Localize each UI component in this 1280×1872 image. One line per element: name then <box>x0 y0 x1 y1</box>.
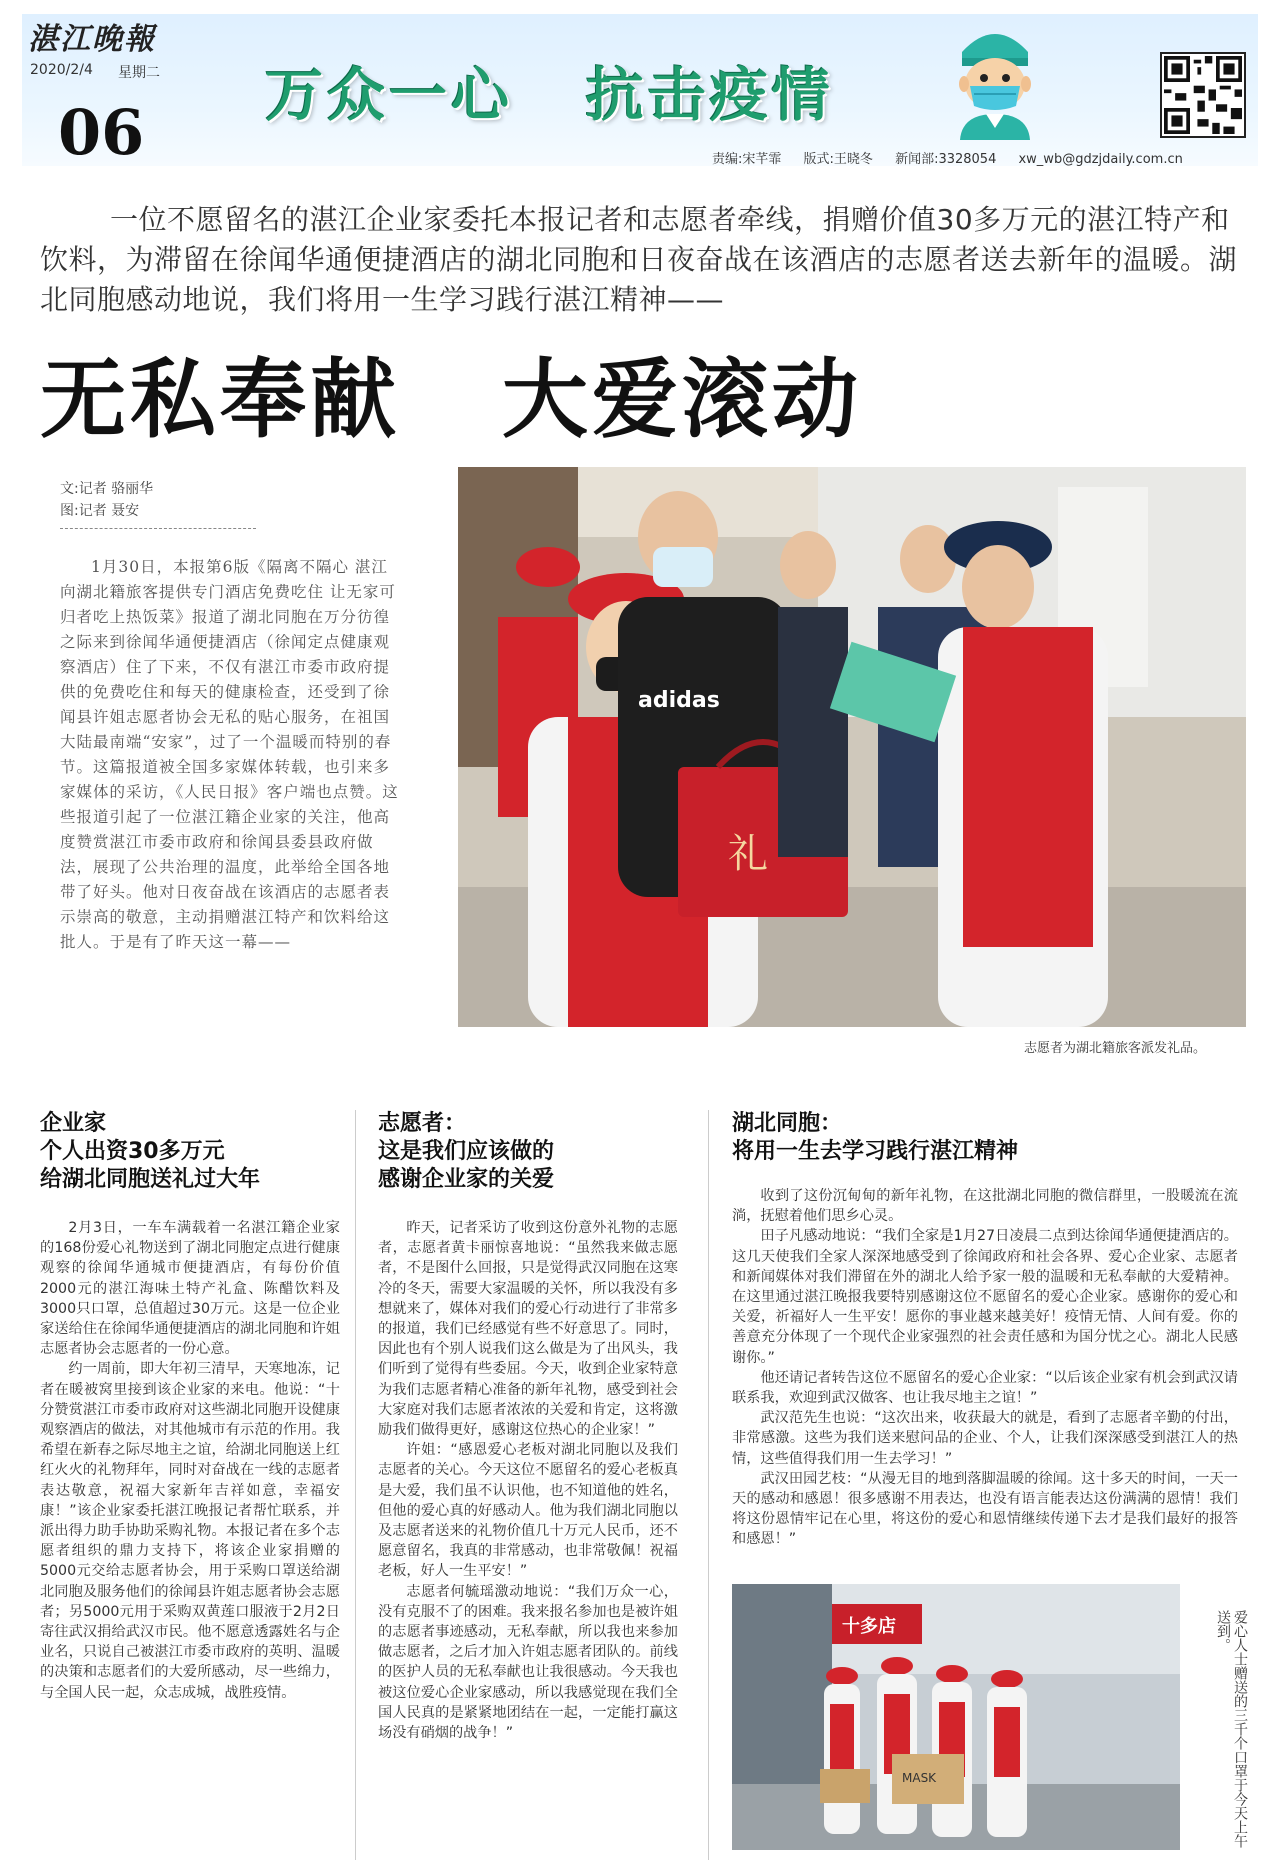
main-headline: 无私奉献 大爱滚动 <box>40 350 862 450</box>
title-line: 个人出资30多万元 <box>40 1139 225 1164</box>
title-line: 感谢企业家的关爱 <box>378 1167 555 1192</box>
section-body-volunteers <box>378 1218 678 1743</box>
title-line: 给湖北同胞送礼过大年 <box>40 1167 261 1192</box>
mask-box-label: MASK <box>902 1771 937 1785</box>
designer-credit: 版式:王晓冬 <box>803 152 873 167</box>
section-title-entrepreneur <box>40 1110 340 1194</box>
lead-paragraph: 1月30日，本报第6版《隔离不隔心 湛江向湖北籍旅客提供专门酒店免费吃住 让无家可归者吃上热饭菜》报道了湖北同胞在万分彷徨之际来到徐闻华通便捷酒店（徐闻定点健康观察酒店）住了下来，不仅有湛江市委市政府提供的免费吃住和每天的健康检查，还受到了徐闻县许姐志愿者协会无私的贴心服务，在祖国大陆最南端“安家”，过了一个温暖而特别的春节。这篇报道被全国多家媒体转载，也引来多家媒体的采访，《人民日报》客户端也点赞。这些报道引起了一位湛江籍企业家的关注，他高度赞赏湛江市委市政府和徐闻县委县政府做法，展现了公共治理的温度，此举给全国各地带了好头。他对日夜奋战在该酒店的志愿者表示崇高的敬意，主动捐赠湛江特产和饮料给这批人。于是有了昨天这一幕—— <box>60 558 399 951</box>
section-title-volunteers <box>378 1110 698 1194</box>
column-divider <box>355 1110 356 1860</box>
main-photo-caption: 志愿者为湖北籍旅客派发礼品。 <box>1024 1041 1207 1056</box>
qr-pattern-icon <box>1164 56 1242 134</box>
body-paragraph: 昨天，记者采访了收到这份意外礼物的志愿者，志愿者黄卡丽惊喜地说：“虽然我来做志愿者，不是图什么回报，只是觉得武汉同胞在这寒冷的冬天，需要大家温暖的关怀，所以我没有多想就来了，媒体对我们的爱心行动进行了非常多的报道，我们已经感觉有些不好意思了。同时，因此也有个别人说我们这么做是为了出风头，我们听到了觉得有些委屈。今天，收到企业家特意为我们志愿者精心准备的新年礼物，感受到社会大家庭对我们志愿者浓浓的关爱和肯定，这将激励我们做得更好，感谢这位热心的企业家！” <box>378 1220 678 1439</box>
volunteers-carrying-masks-illustration <box>732 1584 1180 1850</box>
column-divider <box>708 1110 709 1860</box>
gift-bag-text: 礼 <box>728 831 768 877</box>
shirt-logo-text: adidas <box>638 688 720 713</box>
text-byline: 文:记者 骆丽华 <box>60 481 154 497</box>
editor-credit: 责编:宋芊霏 <box>712 152 782 167</box>
store-sign-text: 十多店 <box>842 1616 896 1637</box>
body-paragraph: 武汉田园艺枝：“从漫无目的地到落脚温暖的徐闻。这十多天的时间，一天一天的感动和感恩！很多感谢不用表达，也没有语言能表达这份满满的恩情！我们将这份恩情牢记在心里，将这份的爱心和恩情继续传递下去才是我们最好的报答和感恩！” <box>732 1470 1238 1548</box>
doctor-mascot-icon <box>940 22 1050 140</box>
body-paragraph: 他还请记者转告这位不愿留名的爱心企业家：“以后该企业家有机会到武汉请联系我，欢迎到武汉做客、也让我尽地主之谊！” <box>732 1369 1238 1407</box>
title-line: 将用一生去学习践行湛江精神 <box>732 1139 1019 1164</box>
news-dept-phone: 新闻部:3328054 <box>895 152 997 167</box>
title-line: 这是我们应该做的 <box>378 1139 555 1164</box>
title-line: 志愿者： <box>378 1111 467 1136</box>
section-body-hubei-compatriots <box>732 1186 1238 1550</box>
issue-date: 2020/2/4 <box>30 62 93 78</box>
intro-deck <box>40 200 1255 320</box>
mask-donation-caption: 爱心人士赠送的三千个口罩于今天上午送到。 <box>1215 1610 1248 1848</box>
body-paragraph: 许姐：“感恩爱心老板对湖北同胞以及我们志愿者的关心。今天这位不愿留名的爱心老板真是大爱，我们虽不认识他，也不知道他的姓名，但他的爱心真的好感动人。他为我们湖北同胞以及志愿者送来的礼物价值几十万元人民币，还不愿意留名，我真的非常感动，也非常敬佩！祝福老板，好人一生平安！” <box>378 1442 678 1580</box>
paper-name: 湛江晚報 <box>28 22 156 57</box>
page-number: 06 <box>58 96 145 169</box>
body-paragraph: 收到了这份沉甸甸的新年礼物，在这批湖北同胞的微信群里，一股暖流在流淌，抚慰着他们思乡心灵。 <box>732 1188 1238 1225</box>
qr-code[interactable] <box>1160 52 1246 138</box>
campaign-slogan: 万众一心 抗击疫情 <box>265 61 834 129</box>
photo-byline: 图:记者 聂安 <box>60 503 140 519</box>
mask-donation-photo <box>732 1584 1180 1850</box>
title-line: 企业家 <box>40 1111 107 1136</box>
volunteers-distributing-gifts-illustration <box>458 467 1246 1027</box>
main-photo <box>458 467 1246 1027</box>
intro-text: 一位不愿留名的湛江企业家委托本报记者和志愿者牵线，捐赠价值30多万元的湛江特产和饮料，为滞留在徐闻华通便捷酒店的湖北同胞和日夜奋战在该酒店的志愿者送去新年的温暖。湖北同胞感动地说，我们将用一生学习践行湛江精神—— <box>40 203 1238 316</box>
issue-weekday: 星期二 <box>118 65 160 81</box>
body-paragraph: 武汉范先生也说：“这次出来，收获最大的就是，看到了志愿者辛勤的付出，非常感激。这些为我们送来慰问品的企业、个人，让我们深深感受到湛江人的热情，这些值得我们用一生去学习！” <box>732 1410 1238 1467</box>
section-title-hubei-compatriots <box>732 1110 1232 1166</box>
body-paragraph: 田子凡感动地说：“我们全家是1月27日凌晨二点到达徐闻华通便捷酒店的。这几天使我们全家人深深地感受到了徐闻政府和社会各界、爱心企业家、志愿者和新闻媒体对我们滞留在外的湖北人给予家一般的温暖和无私奉献的大爱精神。在这里通过湛江晚报我要特别感谢这位不愿留名的爱心企业家。感谢你的爱心和关爱，祈福好人一生平安！愿你的事业越来越美好！疫情无情、人间有爱。你的善意充分体现了一个现代企业家强烈的社会责任感和为国分忧之心。湖北人民感谢你。” <box>732 1228 1238 1366</box>
contact-email[interactable]: xw_wb@gdzjdaily.com.cn <box>1018 152 1183 167</box>
body-paragraph: 2月3日，一车车满载着一名湛江籍企业家的168份爱心礼物送到了湖北同胞定点进行健康观察的徐闻华通城市便捷酒店，有每份价值2000元的湛江海味土特产礼盒、陈醋饮料及3000只口罩，总值超过30万元。这是一位企业家送给住在徐闻华通便捷酒店的湖北同胞和许姐志愿者协会志愿者的一份心意。 <box>40 1220 340 1358</box>
byline-divider <box>60 528 256 529</box>
body-paragraph: 志愿者何毓瑶激动地说：“我们万众一心，没有克服不了的困难。我来报名参加也是被许姐的志愿者事迹感动，无私奉献，所以我也来参加做志愿者，之后才加入许姐志愿者团队的。前线的医护人员的无私奉献也让我很感动。今天我也被这位爱心企业家感动，所以我感觉现在我们全国人民真的是紧紧地团结在一起，一定能打赢这场没有硝烟的战争！” <box>378 1583 678 1742</box>
title-line: 湖北同胞： <box>732 1111 843 1136</box>
masthead-credits <box>712 148 1201 167</box>
section-body-entrepreneur <box>40 1218 340 1703</box>
body-paragraph: 约一周前，即大年初三清早，天寒地冻，记者在暖被窝里接到该企业家的来电。他说：“十分赞赏湛江市委市政府对这些湖北同胞开设健康观察酒店的做法，对其他城市有示范的作用。我希望在新春之际尽地主之谊，给湖北同胞送上红红火火的礼物拜年，同时对奋战在一线的志愿者表达敬意，祝福大家新年吉祥如意，幸福安康！”该企业家委托湛江晚报记者帮忙联系，并派出得力助手协助采购礼物。本报记者在多个志愿者组织的鼎力支持下，将该企业家捐赠的5000元交给志愿者协会，用于采购口罩送给湖北同胞及服务他们的徐闻县许姐志愿者协会志愿者；另5000元用于采购双黄莲口服液于2月2日寄往武汉捐给武汉市民。他不愿意透露姓名与企业名，只说自己被湛江市委市政府的英明、温暖的决策和志愿者们的大爱所感动，尽一些绵力，与全国人民一起，众志成城，战胜疫情。 <box>40 1361 340 1701</box>
